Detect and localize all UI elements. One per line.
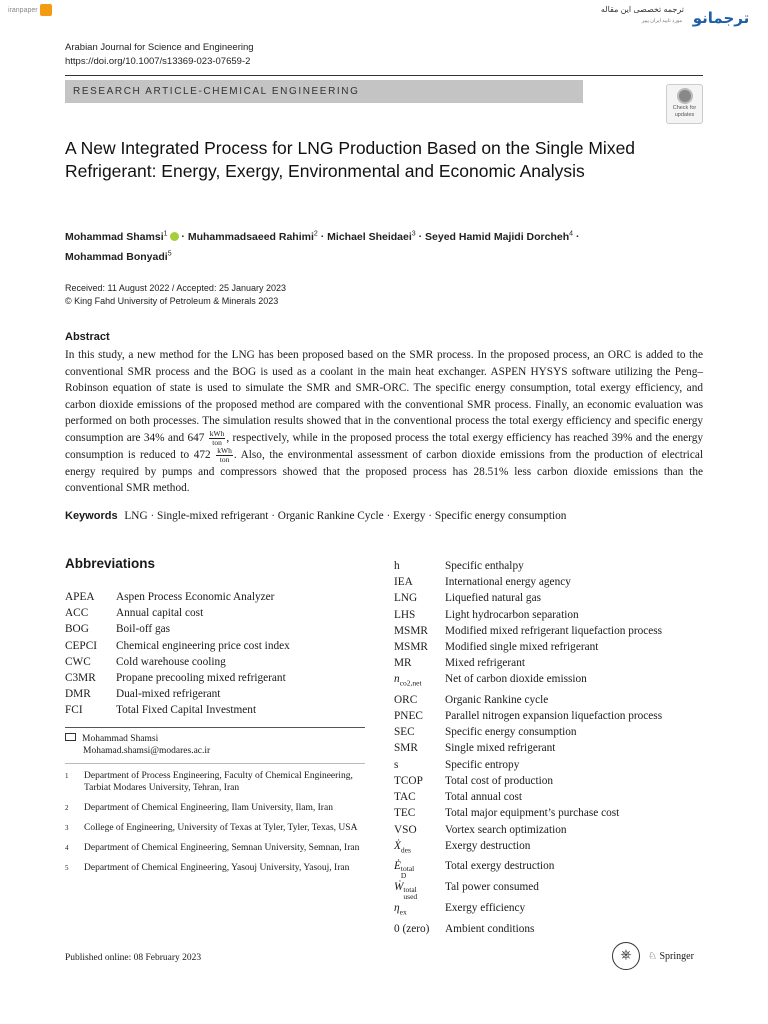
- journal-info: [65, 41, 254, 69]
- affiliation-item: [65, 802, 365, 814]
- abstract-part-1: In this study, a new method for the LNG has been proposed based on the SMR process. In the proposed process, an ORC is added to the conventional SMR process and the BOG is used as a coolant in the main heat exchanger. ASPEN HYSYS software utilizing the Peng–Robinson equation of state is used to simulate the SMR and SMR-ORC. The specific energy consumption, total exergy efficiency, and carbon dioxide emissions of the proposed method are compared with the conventional SMR process. Finally, an economic evaluation was performed on both processes. The simulation results showed that in the conventional process the total exergy efficiency and specific energy consumption are 34% and 647: [65, 349, 703, 444]
- abstract-body: [65, 347, 703, 497]
- abbreviation-definition: Ambient conditions: [445, 922, 535, 935]
- abbreviation-term: Ė total D: [394, 860, 415, 881]
- article-dates: [65, 282, 286, 308]
- abbreviation-row: [394, 590, 662, 606]
- abbreviation-definition: Aspen Process Economic Analyzer: [116, 591, 275, 603]
- abbreviation-term: h: [394, 560, 400, 572]
- iranpaper-logo-text: iranpaper: [8, 6, 38, 14]
- abbreviation-term: Ẋ$_{des}$: [394, 839, 411, 854]
- footnote-divider: [65, 727, 365, 728]
- abbreviation-term: BOG: [65, 623, 89, 636]
- abbreviation-row: [65, 621, 290, 637]
- springer-logo: [612, 942, 694, 970]
- abbreviation-definition: Liquefied natural gas: [445, 592, 541, 605]
- abbreviation-definition: Organic Rankine cycle: [445, 693, 549, 706]
- abbreviation-definition: Tal power consumed: [445, 881, 539, 894]
- abbreviation-row: [394, 671, 662, 691]
- affiliation-number: 5: [65, 864, 69, 872]
- abbreviation-term: ACC: [65, 607, 89, 620]
- abbreviation-term: CEPCI: [65, 639, 98, 652]
- affiliation-number: 1: [65, 772, 69, 780]
- abbreviation-row: [65, 605, 290, 621]
- abbreviation-definition: Parallel nitrogen expansion liquefaction process: [445, 710, 663, 723]
- abbreviation-term: MSMR: [394, 641, 428, 654]
- abbreviation-row: [394, 773, 662, 789]
- springer-horse-icon: ♘: [648, 950, 657, 962]
- abbreviation-definition: Exergy efficiency: [445, 902, 526, 915]
- unit-fraction: $\frac{\text{kWh}}{\text{ton}}$: [209, 428, 225, 447]
- brand-logo: [600, 2, 754, 32]
- abbreviation-row: [394, 900, 662, 920]
- copyright: © King Fahd University of Petroleum & Minerals 2023: [65, 296, 279, 306]
- affiliation-number: 3: [65, 824, 69, 832]
- abbreviation-row: [65, 654, 290, 670]
- abbreviation-definition: Light hydrocarbon separation: [445, 608, 579, 621]
- abbreviation-term: VSO: [394, 823, 417, 836]
- abbreviation-term: DMR: [65, 688, 91, 701]
- abbreviation-definition: Total major equipment’s purchase cost: [445, 807, 620, 820]
- abbreviation-definition: Modified single mixed refrigerant: [445, 641, 599, 654]
- brand-tagline: ترجمه تخصصی این مقاله: [600, 5, 684, 14]
- paper-title: A New Integrated Process for LNG Production Based on the Single Mixed Refrigerant: Energy, Exergy, Environmental and Economic Analysis: [65, 138, 636, 181]
- abbreviation-term: APEA: [65, 591, 95, 603]
- correspondence-name: Mohammad Shamsi: [82, 734, 159, 744]
- keywords-label: Keywords: [65, 510, 118, 522]
- abbreviation-definition: Boil-off gas: [116, 623, 171, 636]
- affiliation-text: Department of Chemical Engineering, Ilam University, Ilam, Iran: [84, 803, 333, 813]
- abbreviation-row: [394, 724, 662, 740]
- iranpaper-logo: [8, 4, 52, 16]
- abbreviation-row: [394, 740, 662, 756]
- publisher-name: ♘ Springer: [648, 950, 694, 962]
- abbreviation-term: C3MR: [65, 672, 96, 685]
- abbreviation-row: [394, 879, 662, 900]
- abbreviation-term: ORC: [394, 693, 418, 706]
- iranpaper-mark-icon: [40, 4, 52, 16]
- abbreviation-row: [394, 692, 662, 708]
- abbreviation-definition: Net of carbon dioxide emission: [445, 673, 587, 686]
- abbreviation-row: [394, 639, 662, 655]
- abbreviation-row: [65, 670, 290, 686]
- author-3[interactable]: Michael Sheidaei$^3$: [327, 230, 416, 243]
- abbreviation-term: MR: [394, 657, 412, 670]
- crossmark-line2: updates: [674, 112, 695, 118]
- abbreviation-row: [394, 607, 662, 623]
- abbreviation-term: 0 (zero): [394, 922, 430, 935]
- abbreviation-row: [394, 805, 662, 821]
- abbreviation-definition: Mixed refrigerant: [445, 657, 525, 670]
- abbreviation-term: MSMR: [394, 624, 428, 637]
- author-list: Mohammad Shamsi$^1$ · Muhammadsaeed Rahimi$^2$ · Michael Sheidaei$^3$ · Seyed Hamid Majidi Dorcheh$^4$ · Mohammad Bonyadi$^5$: [65, 230, 580, 263]
- journal-name: Arabian Journal for Science and Engineering: [65, 42, 254, 53]
- abbreviation-term: SEC: [394, 726, 415, 739]
- abbreviation-term: SMR: [394, 742, 418, 755]
- abbreviation-definition: Chemical engineering price cost index: [116, 639, 290, 652]
- journal-seal-icon: ⎈: [612, 942, 640, 970]
- abbreviation-row: [394, 757, 662, 773]
- abbreviation-term: TEC: [394, 807, 416, 820]
- affiliation-item: [65, 822, 365, 834]
- abbreviation-term: IEA: [394, 576, 413, 589]
- received-accepted: Received: 11 August 2022 / Accepted: 25 January 2023: [65, 283, 286, 293]
- affiliation-text: Department of Chemical Engineering, Semnan University, Semnan, Iran: [84, 843, 360, 853]
- author-1[interactable]: Mohammad Shamsi$^1$: [65, 230, 168, 243]
- crossmark-line1: Check for: [672, 105, 697, 111]
- header-divider: [65, 75, 703, 76]
- abbreviation-definition: Propane precooling mixed refrigerant: [116, 672, 286, 685]
- abbreviation-definition: Exergy destruction: [445, 839, 531, 852]
- correspondence-email[interactable]: Mohamad.shamsi@modares.ac.ir: [83, 746, 211, 756]
- article-category: RESEARCH ARTICLE-CHEMICAL ENGINEERING: [65, 80, 583, 103]
- abbreviation-definition: Vortex search optimization: [445, 823, 567, 836]
- abbreviation-definition: Total cost of production: [445, 774, 554, 787]
- abbreviation-row: [394, 822, 662, 838]
- affiliation-number: 2: [65, 804, 69, 812]
- abbreviation-term: PNEC: [394, 710, 423, 723]
- author-4[interactable]: Seyed Hamid Majidi Dorcheh$^4$: [425, 230, 574, 243]
- affiliation-text: Department of Chemical Engineering, Yasouj University, Yasouj, Iran: [84, 863, 350, 873]
- envelope-icon: [65, 733, 76, 741]
- brand-logo-text: ترجمانو: [692, 9, 750, 27]
- abbreviation-definition: Specific enthalpy: [445, 560, 524, 572]
- affiliation-item: [65, 862, 365, 874]
- abbreviations-left-column: [65, 589, 290, 719]
- abbreviation-term: TAC: [394, 791, 416, 804]
- abstract-heading: Abstract: [65, 331, 110, 343]
- affiliation-text: College of Engineering, University of Texas at Tyler, Tyler, Texas, USA: [84, 823, 358, 833]
- abbreviation-definition: Single mixed refrigerant: [445, 742, 556, 755]
- abstract-part-2: , respectively, while in the proposed process the total exergy efficiency has reached 39% and the energy consumption is reduced to 472: [65, 431, 704, 461]
- abbreviation-definition: Total Fixed Capital Investment: [116, 704, 257, 717]
- brand-subtagline: مورد تایید ایران پیپر: [641, 18, 682, 24]
- abbreviation-definition: Specific energy consumption: [445, 726, 577, 739]
- affiliation-number: 4: [65, 844, 69, 852]
- abbreviation-row: [394, 789, 662, 805]
- abbreviation-row: [65, 589, 290, 605]
- abbreviation-row: [394, 655, 662, 671]
- abbreviation-definition: Specific entropy: [445, 758, 520, 771]
- affiliation-item: [65, 770, 365, 794]
- author-5[interactable]: Mohammad Bonyadi$^5$: [65, 250, 172, 263]
- abbreviations-heading: Abbreviations: [65, 556, 156, 571]
- published-online: Published online: 08 February 2023: [65, 953, 202, 963]
- abbreviation-term: $\eta_{ex}$: [394, 902, 407, 917]
- abbreviation-term: CWC: [65, 655, 91, 668]
- keywords-list: LNG · Single-mixed refrigerant · Organic Rankine Cycle · Exergy · Specific energy consumption: [124, 510, 567, 522]
- abbreviation-term: Ẇ total used: [394, 881, 418, 902]
- affiliation-item: [65, 842, 365, 854]
- orcid-icon[interactable]: [170, 232, 179, 241]
- abbreviation-row: [65, 638, 290, 654]
- abbreviation-term: FCI: [65, 704, 83, 717]
- abbreviation-row: [394, 623, 662, 639]
- check-for-updates-badge[interactable]: [666, 84, 703, 124]
- abbreviation-row: [394, 858, 662, 879]
- brand-logo-icon: [688, 4, 754, 30]
- abbreviation-term: $n_{co2,net}$: [394, 673, 422, 688]
- abbreviation-definition: Total annual cost: [445, 791, 523, 804]
- abbreviations-right-column: [394, 558, 662, 937]
- abbreviation-term: s: [394, 758, 399, 771]
- journal-doi[interactable]: https://doi.org/10.1007/s13369-023-07659-2: [65, 56, 251, 67]
- abbreviation-row: [394, 838, 662, 858]
- abbreviation-term: LHS: [394, 608, 416, 621]
- keywords: [65, 510, 566, 522]
- correspondence: [65, 733, 210, 757]
- abstract-part-3: . Also, the environmental assessment of carbon dioxide emissions from the production of electrical energy required by pumps and compressors showed that the proposed process has 28.51% less carbon dioxide emissions than the conventional SMR method.: [65, 448, 703, 494]
- abbreviation-definition: Modified mixed refrigerant liquefaction process: [445, 624, 663, 637]
- abbreviation-term: TCOP: [394, 774, 423, 787]
- abbreviation-row: [394, 574, 662, 590]
- abbreviation-row: [394, 558, 662, 574]
- affiliation-text: Department of Process Engineering, Faculty of Chemical Engineering, Tarbiat Modares University, Tehran, Iran: [84, 771, 353, 793]
- affiliations: [65, 770, 365, 882]
- abbreviation-definition: Total exergy destruction: [445, 860, 555, 873]
- abbreviation-row: [65, 686, 290, 702]
- abbreviation-definition: International energy agency: [445, 576, 571, 589]
- abbreviation-term: LNG: [394, 592, 418, 605]
- abbreviation-definition: Annual capital cost: [116, 607, 204, 620]
- abbreviation-row: [65, 702, 290, 718]
- crossmark-icon: [677, 88, 693, 104]
- author-2[interactable]: Muhammadsaeed Rahimi$^2$: [187, 230, 318, 243]
- abbreviation-row: [394, 921, 662, 937]
- unit-fraction: $\frac{\text{kWh}}{\text{ton}}$: [217, 445, 232, 464]
- abbreviation-definition: Dual-mixed refrigerant: [116, 688, 221, 701]
- affiliation-divider: [65, 763, 365, 764]
- abbreviation-row: [394, 708, 662, 724]
- abbreviation-definition: Cold warehouse cooling: [116, 655, 226, 668]
